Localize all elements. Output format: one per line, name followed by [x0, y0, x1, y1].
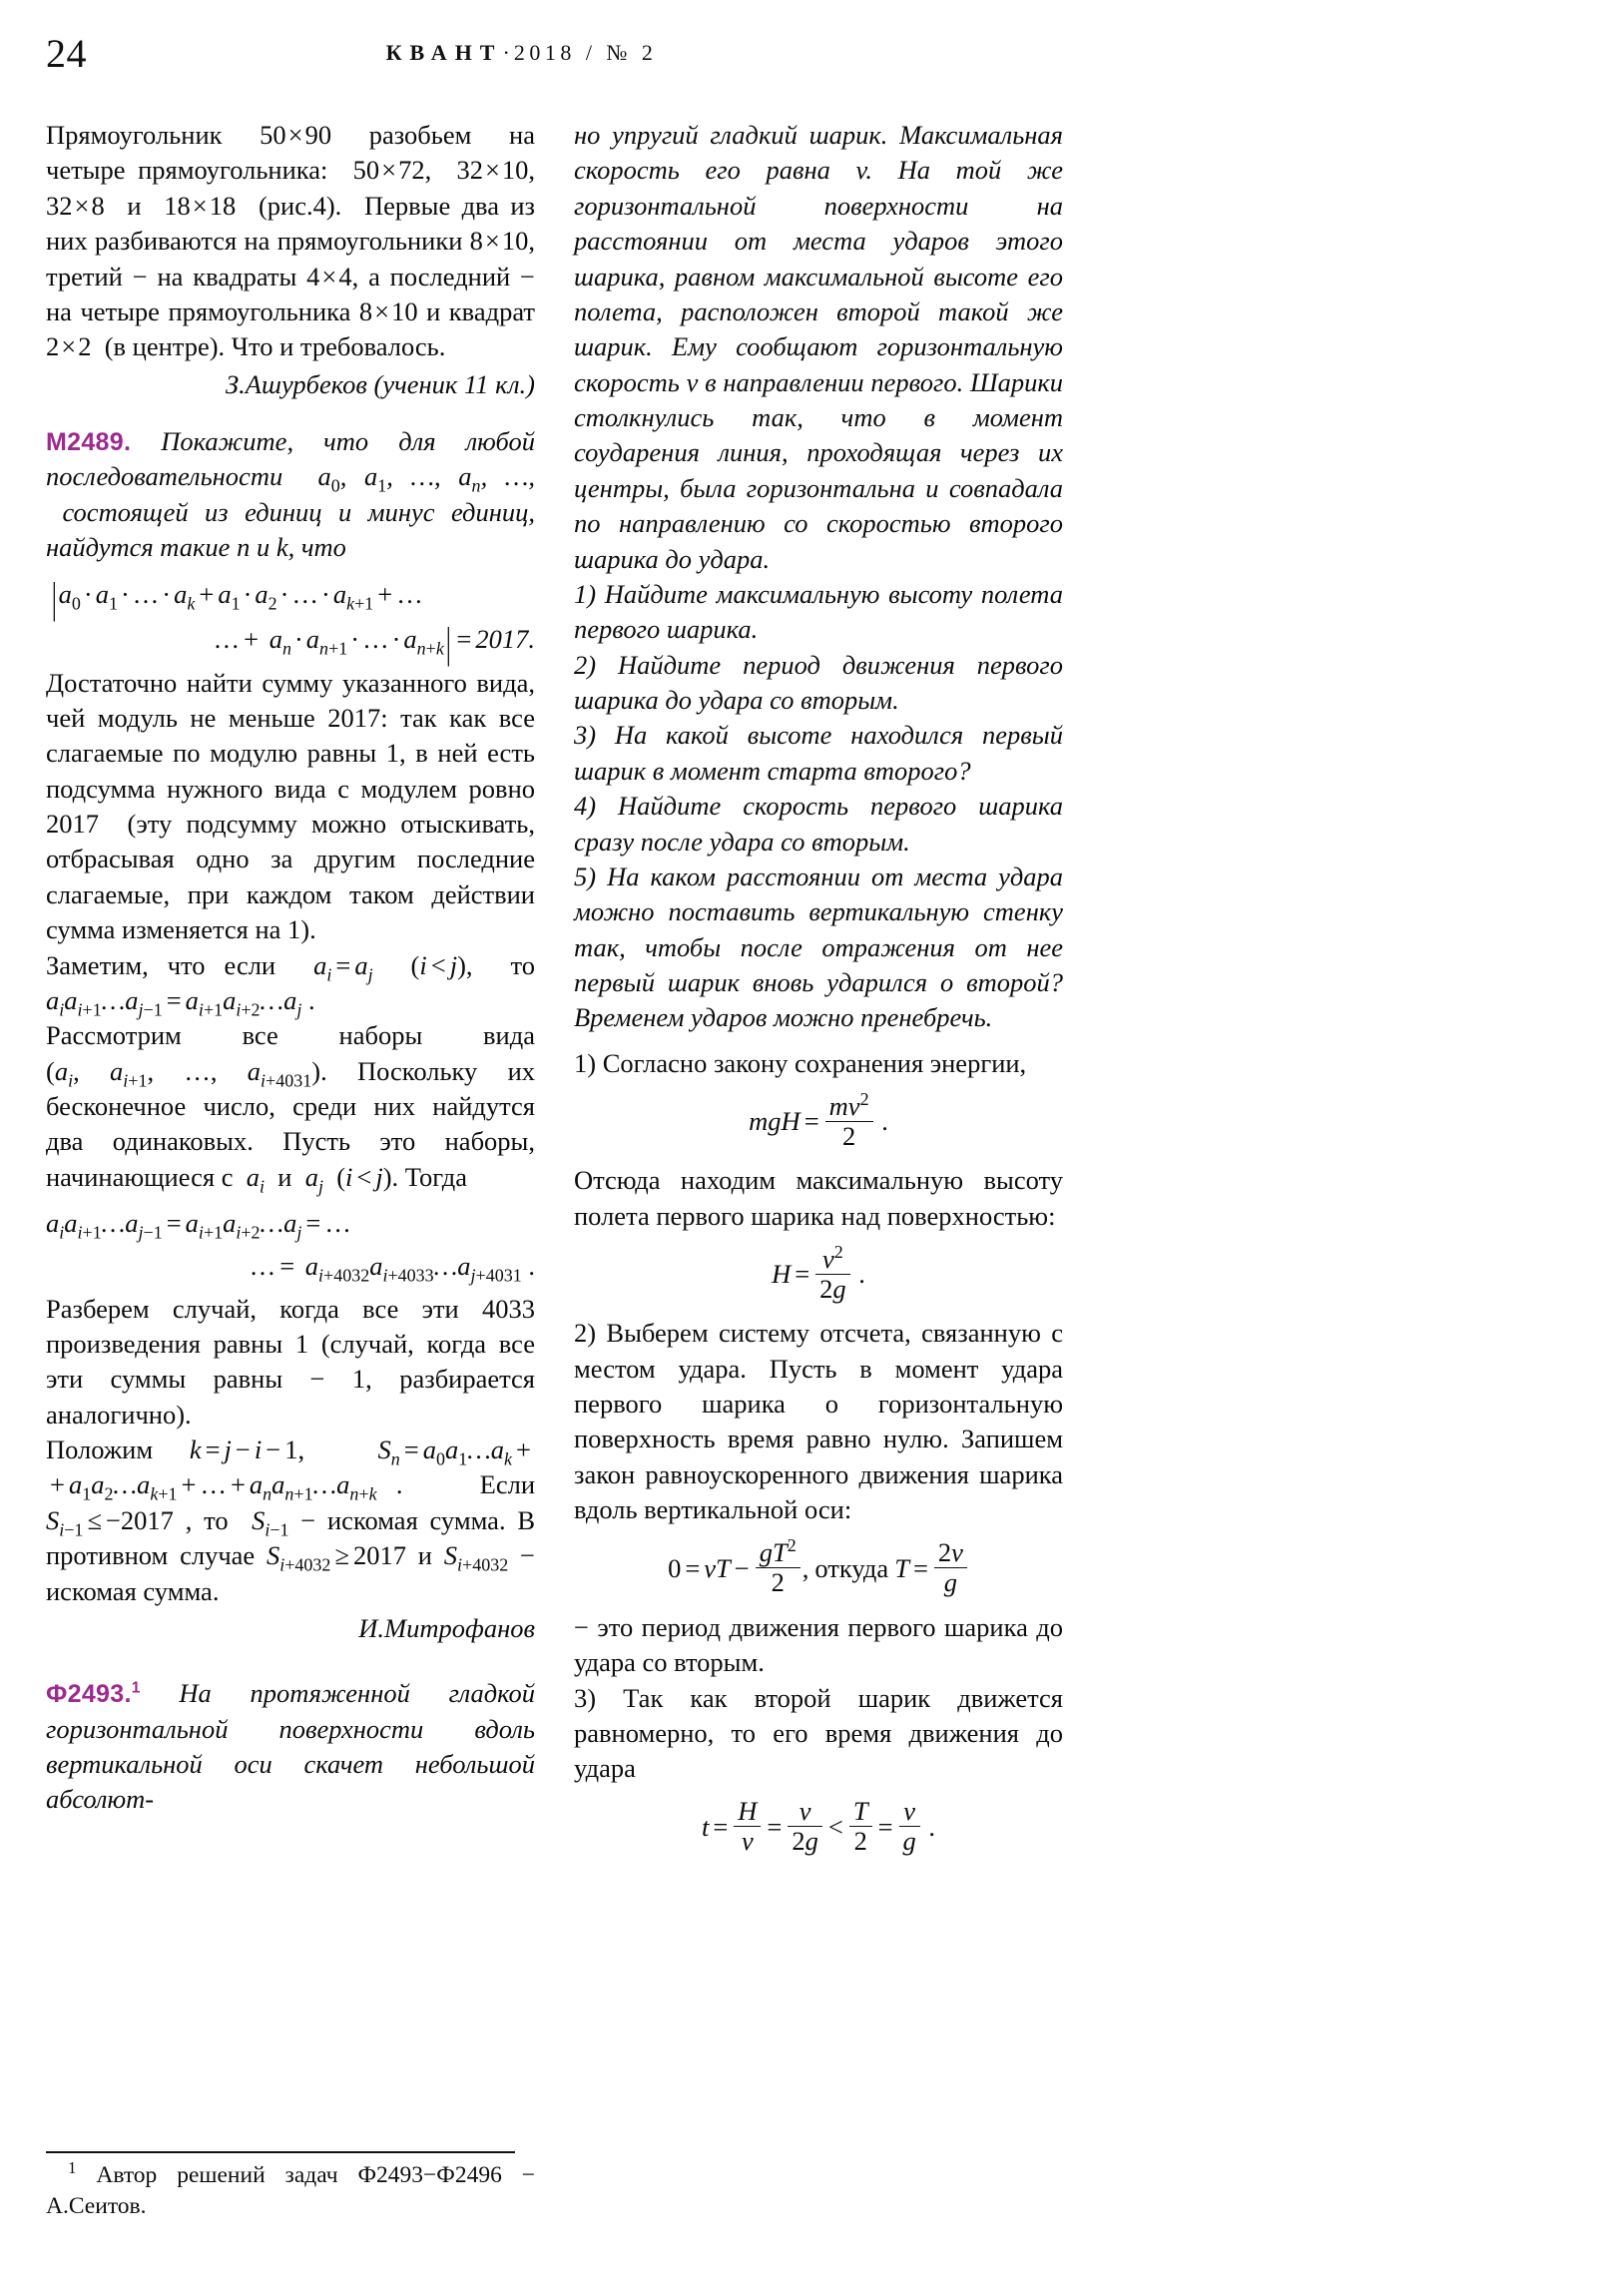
problem-f2493-continuation: но упругий гладкий шарик. Максимальная скорость его равна v. На той же горизонтальной поверхности на расстоянии от места ударов этого шарика, равном максимальной высоте его полета, расположен второй такой же шарик. Ему сообщают горизонтальную скорость v в направлении первого. Шарики столкнулись так, что в момент соударения линия, проходящая через их центры, была горизонтальна и совпадала по направлению со скоростью второго шарика до удара.: [574, 120, 1063, 574]
formula-m2489-line2: … + $a_n \cdot a_{n+1}$ · … · $a_{n+k}| = 2017$.: [213, 619, 535, 667]
solution-m2489-para2: Заметим, что если $a_i = a_j$ (i < j), то $a_ia_{i+1}\dots a_{j-1}$ = $a_{i+1}a_{i+2}\dots a_j$ .: [46, 949, 536, 1020]
right-column: [574, 118, 1063, 1869]
formula-m2489-sol-line1: $a_ia_{i+1}\dots a_{j-1}$ = $a_{i+1}a_{i+2}\dots a_j$ = …: [46, 1208, 351, 1243]
solution-m2488-paragraph: Прямоугольник 50×90 разобьем на четыре прямоугольника: 50×72, 32×10, 32×8 и 18×18 (рис.4). Первые два из них разбиваются на прямоугольники 8×10, третий − на квадраты 4×4, а последний − на четыре прямоугольника 8×10 и квадрат 2×2 (в центре). Что и требовалось.: [46, 120, 536, 362]
issue-label: 2018 / № 2: [513, 40, 658, 65]
attribution-ashurbekov: З.Ашурбеков (ученик 11 кл.): [226, 368, 535, 399]
left-column: [46, 118, 535, 1818]
solution-after-formula-3: − это период движения первого шарика до удара со вторым.: [574, 1611, 1063, 1678]
solution-step-2: 2) Выберем систему отсчета, связанную с местом удара. Пусть в момент удара первого шарика о горизонтальную поверхность время равно нулю. Запишем закон равноускоренного движения шарика вдоль вертикальной оси:: [574, 1318, 1063, 1525]
solution-step-3: 3) Так как второй шарик движется равномерно, то его время движения до удара: [574, 1682, 1063, 1784]
question-5: 5) На каком расстоянии от места удара можно поставить вертикальную стенку так, чтобы после отражения от нее первый шарик вновь ударился о второй? Временем ударов можно пренебречь.: [574, 861, 1063, 1033]
attribution-mitrofanov: И.Митрофанов: [358, 1612, 535, 1643]
solution-m2489-para1: Достаточно найти сумму указанного вида, чей модуль не меньше 2017: так как все слагаемые по модулю равны 1, в ней есть подсумма нужного вида с модулем ровно 2017 (эту подсумму можно отыскивать, отбрасывая одно за другим последние слагаемые, при каждом таком действии сумма изменяется на 1).: [46, 667, 535, 945]
formula-m2489-line1: $|a_0 \cdot a_1$ · … · $a_k + a_1 \cdot a_2$ · … · $a_{k+1}$ + …: [51, 574, 423, 622]
footnote-text: $^1$ Автор решений задач Ф2493−Ф2496 − А.Сеитов.: [46, 2158, 535, 2219]
running-head-separator: ·: [502, 40, 514, 65]
solution-after-formula-1: Отсюда находим максимальную высоту полета первого шарика над поверхностью:: [574, 1165, 1063, 1231]
solution-m2489-para5: Положим k = j − i − 1, $S_n$ = $a_0a_1\dots a_k$ + + $a_1a_2\dots a_{k+1}$ + … + $a_na_{n+1}\dots a_{n+k}$ . Если $S_{i-1} \le -2017$ , то $S_{i-1}$ − искомая сумма. В противном случае $S_{i+4032} \ge 2017$ и $S_{i+4032}$ − искомая сумма.: [46, 1435, 536, 1606]
formula-m2489-sol-line2: … = $a_{i+4032}a_{i+4033}\dots a_{j+4031}$ .: [249, 1251, 535, 1286]
problem-label-f2493-text: Ф2493.: [46, 1680, 132, 1709]
footnote-marker: 1: [68, 2158, 77, 2178]
solution-m2489-para4: Разберем случай, когда все эти 4033 произведения равны 1 (случай, когда все эти суммы равны − 1, разбирается аналогично).: [46, 1293, 535, 1430]
running-head: [0, 40, 1043, 66]
formula-time-second-ball: t = $\frac{H}{v}$ = $\frac{v}{2g}$ < $\frac{T}{2}$ = $\frac{v}{g}$ .: [701, 1796, 936, 1857]
journal-name: КВАНТ: [385, 40, 503, 65]
solution-step-1: 1) Согласно закону сохранения энергии,: [574, 1047, 1027, 1078]
solution-m2489-para3: Рассмотрим все наборы вида ($a_i$, $a_{i+1}$, …, $a_{i+4031}$). Поскольку их бесконечное число, среди них найдутся два одинаковых. Пусть это наборы, начинающиеся с $a_i$ и $a_j$ (i < j). Тогда: [46, 1020, 536, 1197]
footnote-block: [46, 2151, 535, 2221]
footnote-rule: [46, 2151, 515, 2153]
formula-energy-conservation: mgH = $\frac{mv^2}{2}$ .: [749, 1089, 888, 1151]
problem-label-f2493: [46, 1680, 141, 1708]
problem-m2489-statement: M2489. Покажите, что для любой последовательности $a_0$, $a_1$, …, $a_n$, …, состоящей из единиц и минус единиц, найдутся такие n и k, что: [46, 426, 535, 563]
question-1: 1) Найдите максимальную высоту полета первого шарика.: [574, 578, 1063, 645]
question-4: 4) Найдите скорость первого шарика сразу после удара со вторым.: [574, 791, 1063, 857]
question-3: 3) На какой высоте находился первый шарик в момент старта второго?: [574, 720, 1063, 786]
page-number: 24: [46, 31, 87, 76]
page-header: [0, 30, 1597, 90]
formula-uniform-acceleration: 0 = vT − $\frac{gT^2}{2}$ , откуда T = $\frac{2v}{g}$: [574, 1542, 1063, 1600]
problem-f2493-statement: Ф2493.$^1$ На протяженной гладкой горизонтальной поверхности вдоль вертикальной оси скачет небольшой абсолют-: [46, 1678, 535, 1815]
footnote-reference: 1: [131, 1679, 141, 1697]
formula-max-height: H = $\frac{v^2}{2g}$ .: [772, 1242, 865, 1304]
question-2: 2) Найдите период движения первого шарика до удара со вторым.: [574, 649, 1063, 715]
problem-label-m2489: M2489.: [46, 428, 132, 456]
